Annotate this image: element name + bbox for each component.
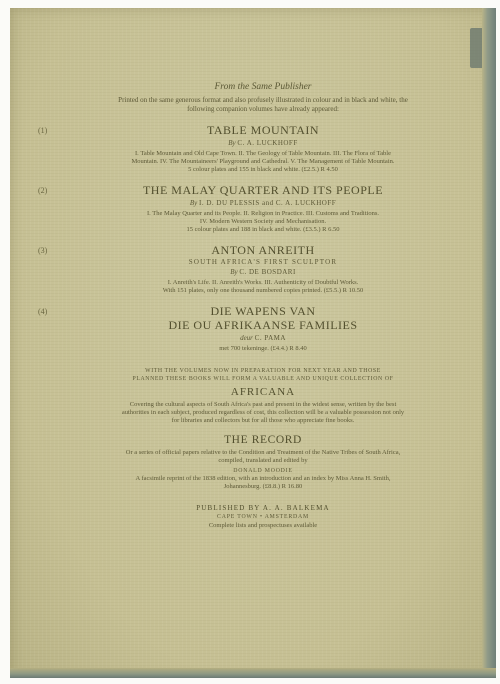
intro-text: Printed on the same generous format and also profusely illustrated in colour and in black and white, the following companion volumes have already appeared: xyxy=(118,96,408,113)
book-subtitle: SOUTH AFRICA'S FIRST SCULPTOR xyxy=(188,258,338,266)
book-description: met 700 tekeninge. (£4.4.) R 8.40 xyxy=(219,345,307,352)
africana-heading: AFRICANA xyxy=(230,386,296,398)
record-editor: DONALD MOODIE xyxy=(233,468,293,474)
entry-number: (4) xyxy=(38,307,48,316)
entry-number: (1) xyxy=(38,126,48,135)
publisher-cities: CAPE TOWN • AMSTERDAM xyxy=(217,514,309,520)
record-description: Or a series of official papers relative to the Condition and Treatment of the Native Tribes of South Africa, compiled, translated and edited by DONALD MOODIE A facsimile reprint of the 1838 edition, with an introduction and an index by Miss Anna H. Smith, Johannesburg. (£8.8.) R 16.80 xyxy=(68,449,458,491)
section-heading: From the Same Publisher xyxy=(214,82,312,92)
publisher-note: Complete lists and prospectuses available xyxy=(208,522,318,529)
book-author: By C. A. LUCKHOFF xyxy=(228,139,298,147)
book-title: DIE WAPENS VAN xyxy=(210,304,316,318)
book-author: By I. D. DU PLESSIS and C. A. LUCKHOFF xyxy=(189,199,337,207)
book-title: THE MALAY QUARTER AND ITS PEOPLE xyxy=(142,183,384,197)
book-spine-edge xyxy=(482,8,496,678)
book-title-line2: DIE OU AFRIKAANSE FAMILIES xyxy=(168,318,358,332)
book-entry-malay-quarter xyxy=(38,183,458,234)
book-description: I. The Malay Quarter and its People. II. Religion in Practice. III. Customs and Traditions. IV. Modern Western Society and Mechanisation. 15 colour plates and 188 in black and white. (£3.5.) R 6.50 xyxy=(146,210,380,233)
record-title: THE RECORD xyxy=(224,434,302,446)
book-author: By C. DE BOSDARI xyxy=(230,268,296,276)
collection-notice: WITH THE VOLUMES NOW IN PREPARATION FOR NEXT YEAR AND THOSE PLANNED THESE BOOKS WILL FORM A VALUABLE AND UNIQUE COLLECTION OF xyxy=(132,368,394,382)
africana-description: Covering the cultural aspects of South Africa's past and present in the widest sense, written by the best authorities in each subject, produced regardless of cost, this collection will be a valuable possession not only for libraries and collectors but for all those who appreciate fine books. xyxy=(121,401,405,424)
book-entry-anton-anreith xyxy=(38,243,458,295)
book-entry-table-mountain xyxy=(38,123,458,174)
publisher-name: PUBLISHED BY A. A. BALKEMA xyxy=(196,504,330,512)
book-back-cover xyxy=(10,8,496,678)
entry-number: (3) xyxy=(38,246,48,255)
book-description: I. Table Mountain and Old Cape Town. II. The Geology of Table Mountain. III. The Flora of Table Mountain. IV. The Mountaineers' Playground and Cathedral. V. The Management of Table Mountain. 5 colour plates and 155 in black and white. (£2.5.) R 4.50 xyxy=(131,150,395,173)
book-bottom-edge xyxy=(10,668,496,678)
book-title: ANTON ANREITH xyxy=(211,243,315,257)
book-author: deur C. PAMA xyxy=(240,334,286,342)
entry-number: (2) xyxy=(38,186,48,195)
book-description: I. Anreith's Life. II. Anreith's Works. III. Authenticity of Doubtful Works. With 151 plates, only one thousand numbered copies printed. (£5.5.) R 10.50 xyxy=(162,279,364,294)
book-entry-die-wapens xyxy=(38,304,458,353)
cover-text-block xyxy=(38,82,458,529)
book-title: TABLE MOUNTAIN xyxy=(206,123,320,137)
